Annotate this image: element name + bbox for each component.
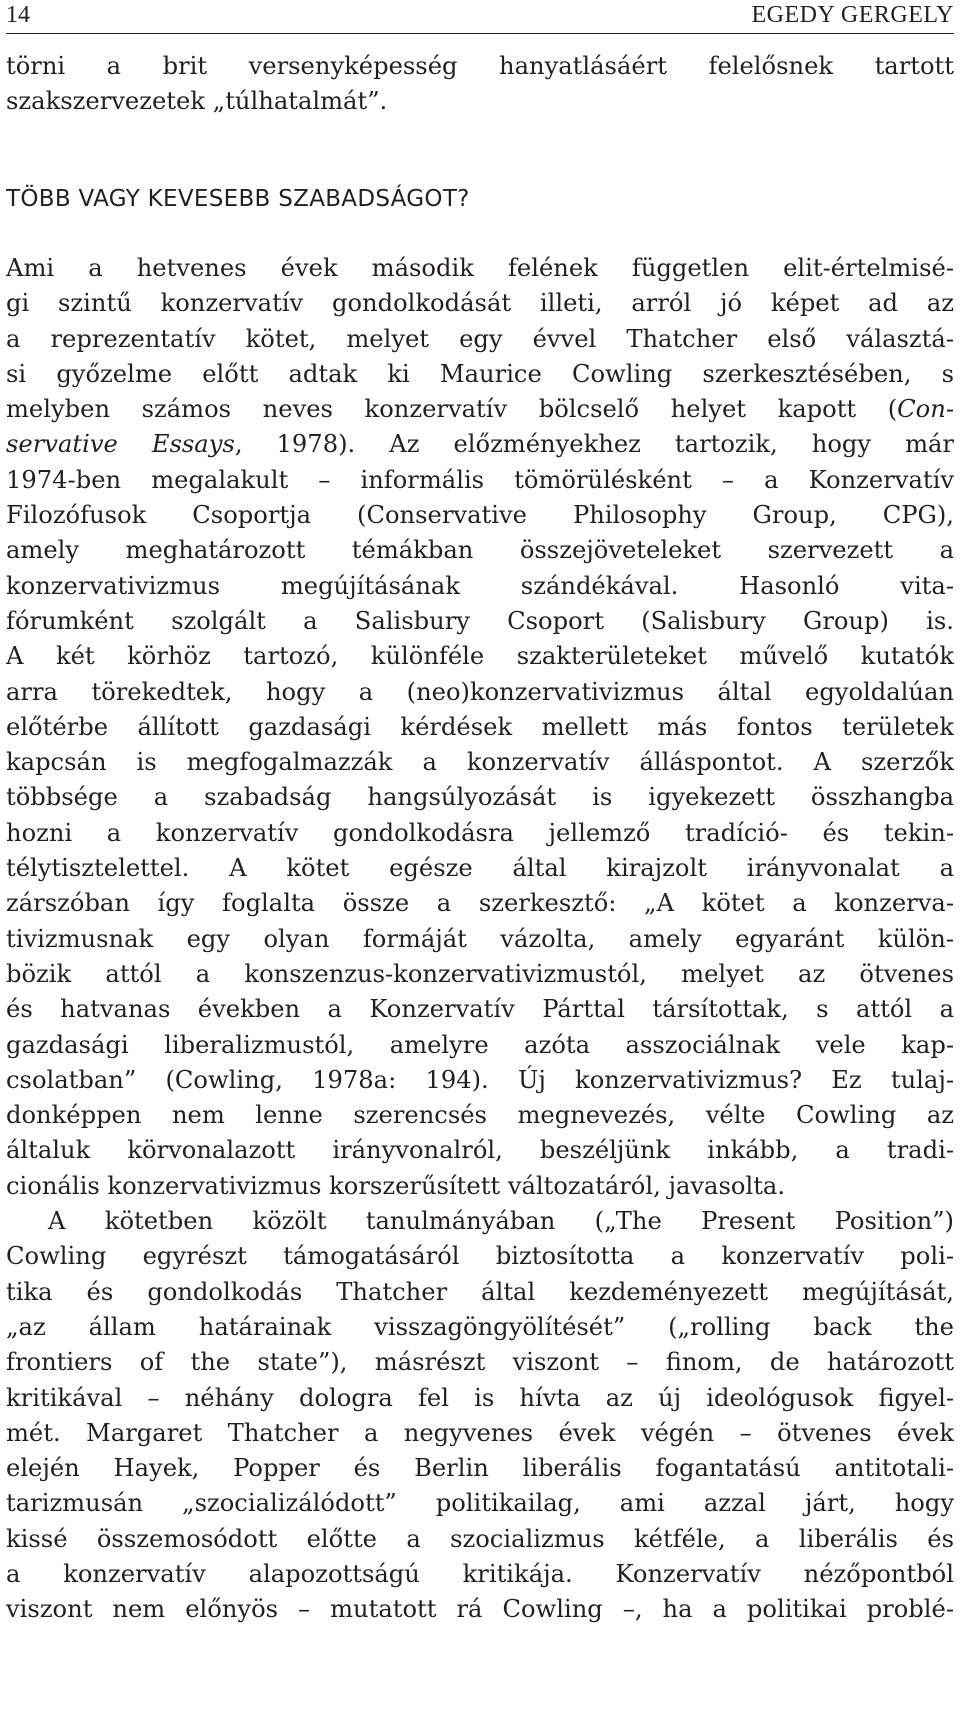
- text-line: fórumként szolgált a Salisbury Csoport (Salisbury Group) is.: [6, 606, 954, 635]
- text-line: donképpen nem lenne szerencsés megnevezés, vélte Cowling az: [6, 1101, 954, 1130]
- section-heading: TÖBB VAGY KEVESEBB SZABADSÁGOT?: [6, 186, 470, 212]
- text-line: kapcsán is megfogalmazzák a konzervatív álláspontot. A szerzők: [6, 748, 954, 777]
- text-line: télytisztelettel. A kötet egésze által kirajzolt irányvonalat a: [6, 854, 954, 883]
- text-line: elején Hayek, Popper és Berlin liberális fogantatású antitotali-: [6, 1454, 954, 1483]
- paragraph-1: [6, 251, 954, 1628]
- text-line: csolatban” (Cowling, 1978a: 194). Új konzervativizmus? Ez tulaj-: [6, 1065, 954, 1094]
- text-line: frontiers of the state”), másrészt viszont – finom, de határozott: [6, 1348, 954, 1377]
- text-line: gazdasági liberalizmustól, amelyre azóta asszociálnak vele kap-: [6, 1030, 954, 1059]
- text-line: a reprezentatív kötet, melyet egy évvel Thatcher első választá-: [6, 324, 954, 353]
- text-line: si győzelme előtt adtak ki Maurice Cowling szerkesztésében, s: [6, 359, 954, 388]
- text-line: többsége a szabadság hangsúlyozását is igyekezett összhangba: [6, 783, 954, 812]
- text-line: Filozófusok Csoportja (Conservative Philosophy Group, CPG),: [6, 501, 954, 530]
- text-line: viszont nem előnyös – mutatott rá Cowling –, ha a politikai problé-: [6, 1595, 954, 1624]
- running-title: EGEDY GERGELY: [751, 2, 954, 28]
- book-title-italic: servative Essays: [6, 430, 235, 459]
- text-line: 1974-ben megalakult – informális tömörülésként – a Konzervatív: [6, 465, 954, 494]
- text-line: konzervativizmus megújításának szándékával. Hasonló vita-: [6, 571, 954, 600]
- book-title-italic: Con-: [897, 395, 954, 424]
- text-line: gi szintű konzervatív gondolkodását illeti, arról jó képet ad az: [6, 289, 954, 318]
- text-line: kritikával – néhány dologra fel is hívta az új ideológusok figyel-: [6, 1383, 954, 1412]
- text-line: tika és gondolkodás Thatcher által kezdeményezett megújítását,: [6, 1277, 954, 1306]
- text-segment: , 1978). Az előzményekhez tartozik, hogy már: [234, 430, 954, 459]
- text-line: tivizmusnak egy olyan formáját vázolta, amely egyaránt külön-: [6, 924, 954, 953]
- text-line: A kötetben közölt tanulmányában („The Present Position”): [48, 1207, 954, 1236]
- running-head: [6, 1, 954, 29]
- text-line: mét. Margaret Thatcher a negyvenes évek végén – ötvenes évek: [6, 1418, 954, 1447]
- page-number: 14: [6, 2, 30, 28]
- text-line: a konzervatív alapozottságú kritikája. Konzervatív nézőpontból: [6, 1559, 954, 1588]
- text-line: általuk körvonalazott irányvonalról, beszéljünk inkább, a tradi-: [6, 1136, 954, 1165]
- text-line: amely meghatározott témákban összejöveteleket szervezett a: [6, 536, 954, 565]
- text-line: kissé összemosódott előtte a szocializmus kétféle, a liberális és: [6, 1524, 954, 1553]
- text-line: zárszóban így foglalta össze a szerkesztő: „A kötet a konzerva-: [6, 889, 954, 918]
- text-line: [6, 427, 954, 462]
- text-line: cionális konzervativizmus korszerűsített változatáról, javasolta.: [6, 1171, 786, 1200]
- text-line: tarizmusán „szocializálódott” politikailag, ami azzal járt, hogy: [6, 1489, 954, 1518]
- header-rule: [6, 33, 954, 34]
- text-line: [6, 392, 954, 427]
- text-segment: melyben számos neves konzervatív bölcselő helyet kapott (: [6, 395, 898, 424]
- opening-paragraph: [6, 49, 954, 120]
- text-line: bözik attól a konszenzus-konzervativizmustól, melyet az ötvenes: [6, 959, 954, 988]
- text-line: hozni a konzervatív gondolkodásra jellemző tradíció- és tekin-: [6, 818, 954, 847]
- section-heading-block: [6, 182, 954, 217]
- text-line: „az állam határainak visszagöngyölítését” („rolling back the: [6, 1312, 954, 1341]
- text-line: és hatvanas években a Konzervatív Párttal társítottak, s attól a: [6, 995, 954, 1024]
- text-line: arra törekedtek, hogy a (neo)konzervativizmus által egyoldalúan: [6, 677, 954, 706]
- text-line: szakszervezetek „túlhatalmát”.: [6, 87, 388, 116]
- text-line: Cowling egyrészt támogatásáról biztosította a konzervatív poli-: [6, 1242, 954, 1271]
- text-line: A két körhöz tartozó, különféle szakterületeket művelő kutatók: [6, 642, 954, 671]
- text-line: törni a brit versenyképesség hanyatlásáért felelősnek tartott: [6, 52, 954, 80]
- text-line: előtérbe állított gazdasági kérdések mellett más fontos területek: [6, 712, 954, 741]
- text-line: Ami a hetvenes évek második felének független elit-értelmisé-: [6, 254, 954, 282]
